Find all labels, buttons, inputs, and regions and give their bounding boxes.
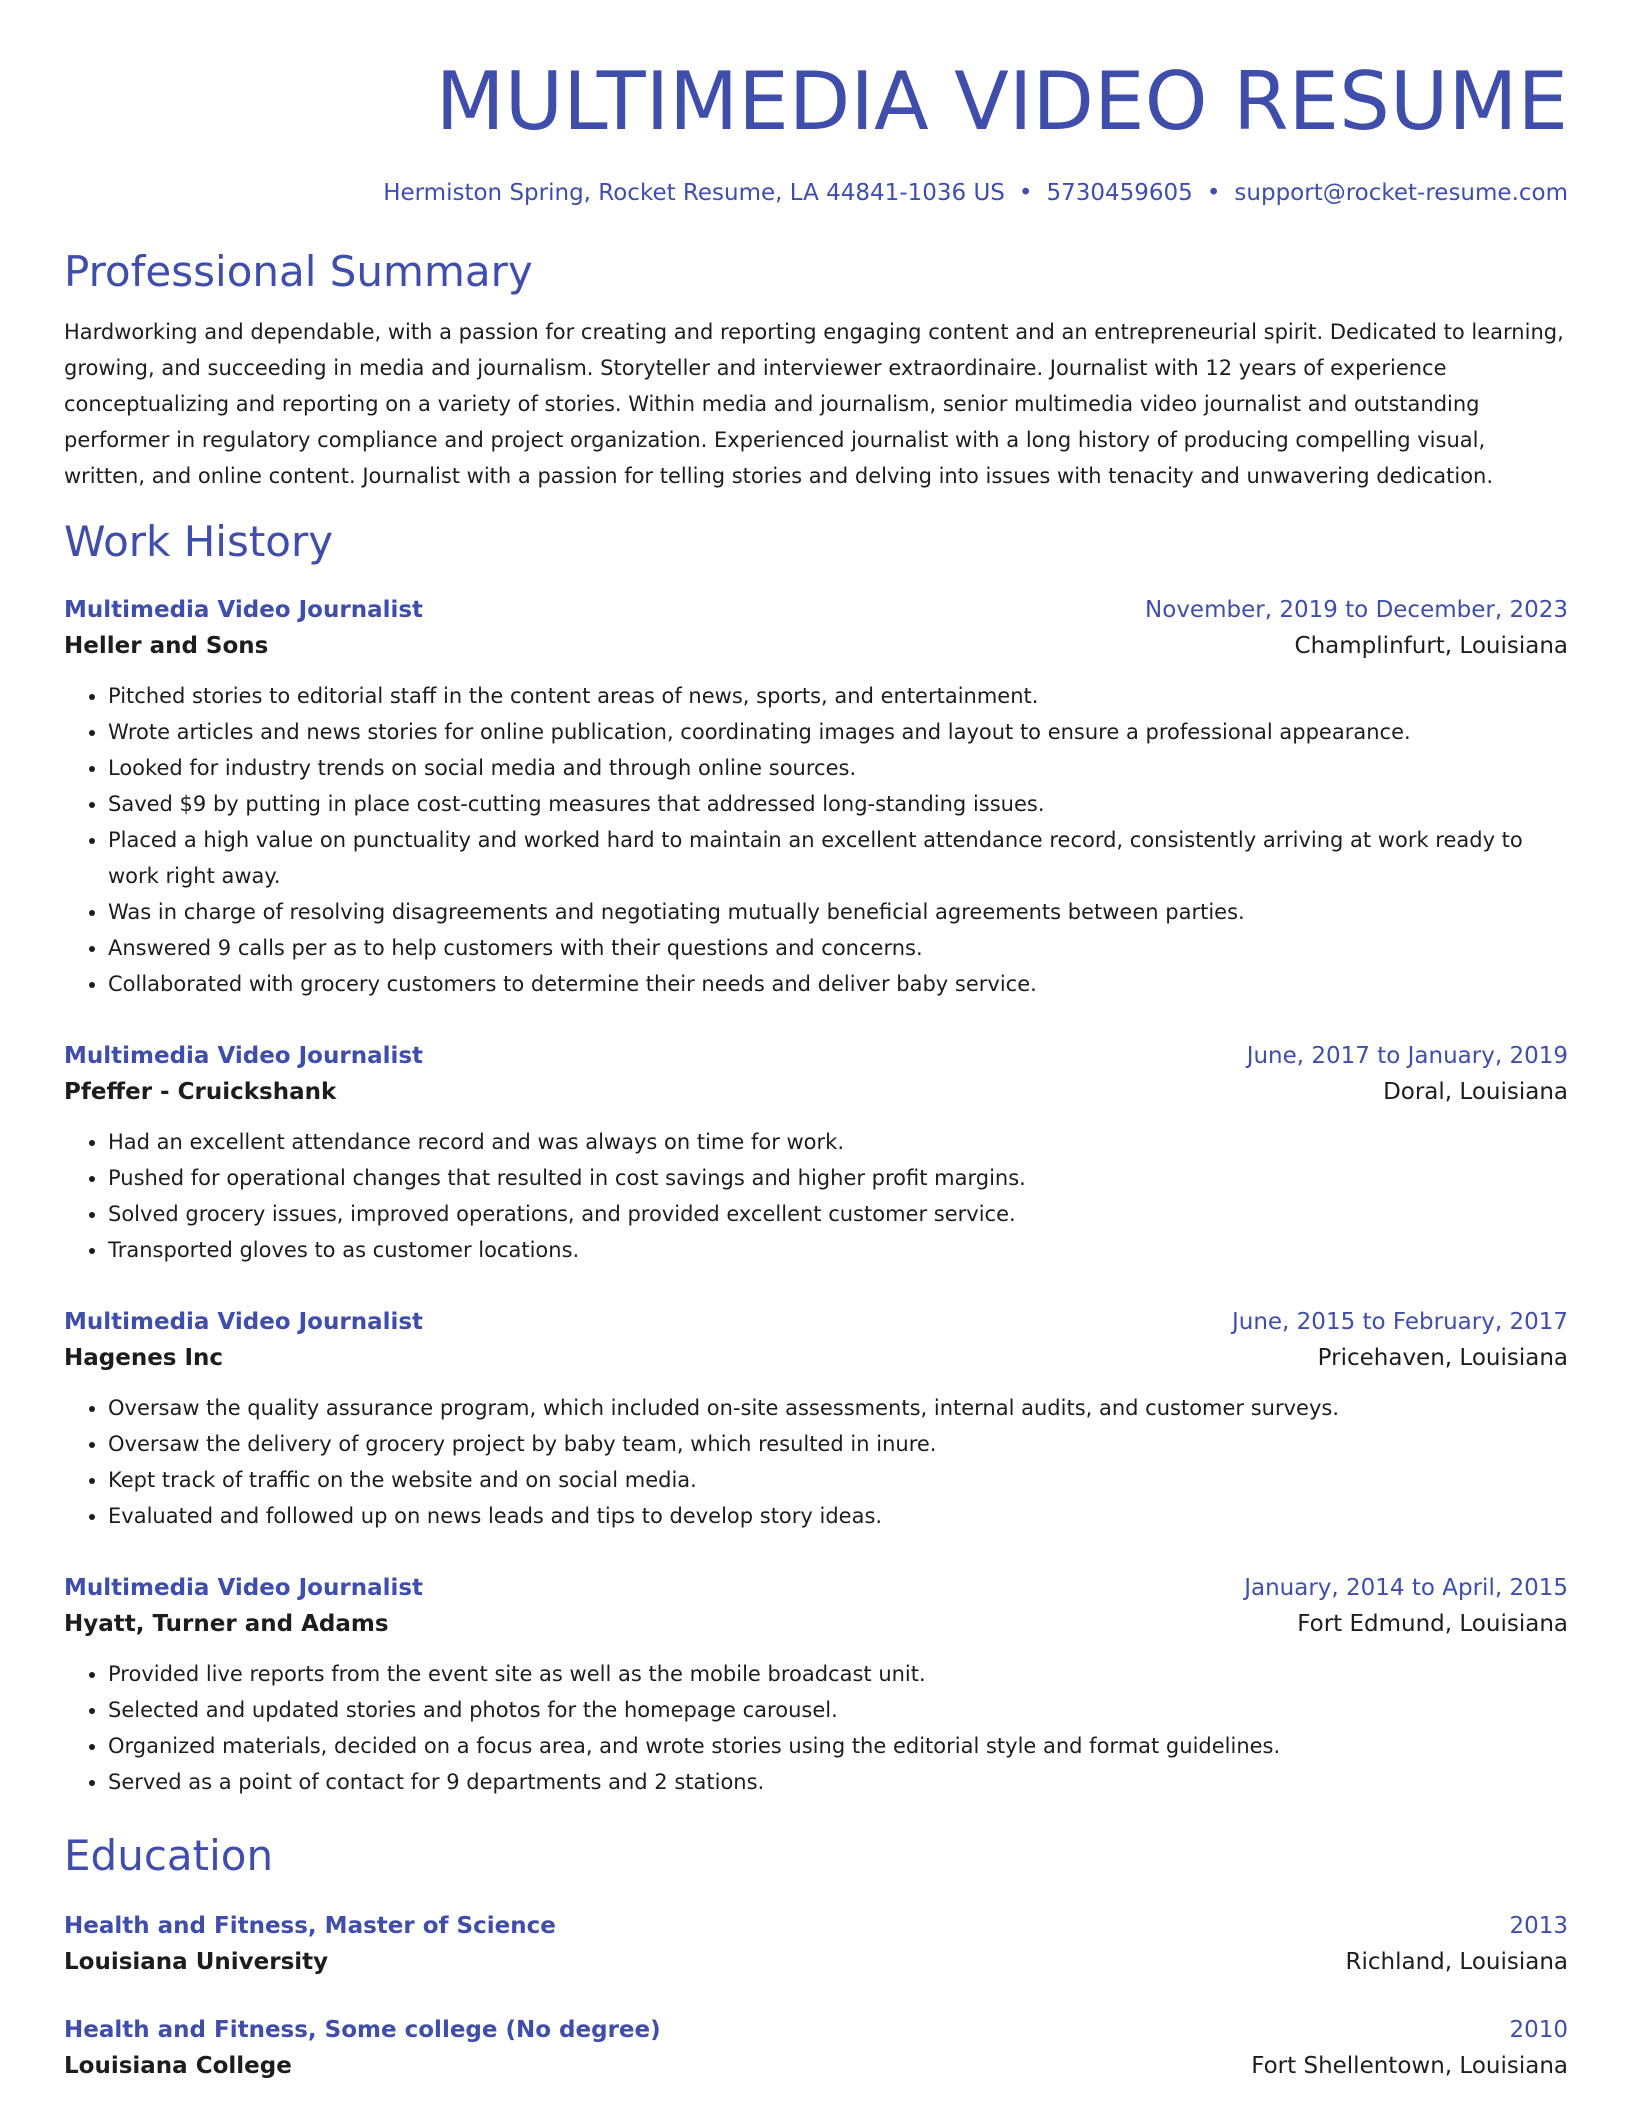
contact-phone: 5730459605	[1046, 180, 1193, 206]
education-year: 2010	[1509, 2017, 1568, 2043]
resume-page	[64, 0, 1568, 2112]
job-bullet: • Had an excellent attendance record and was always on time for work.	[108, 1124, 1568, 1160]
job-bullet: • Looked for industry trends on social media and through online sources.	[108, 750, 1568, 786]
education-location: Richland, Louisiana	[1345, 1949, 1568, 1975]
education-degree: Health and Fitness, Some college (No degree)	[64, 2017, 661, 2043]
job-bullet: • Solved grocery issues, improved operations, and provided excellent customer service.	[108, 1196, 1568, 1232]
education-school: Louisiana University	[64, 1949, 329, 1975]
job-bullet: • Answered 9 calls per as to help customers with their questions and concerns.	[108, 930, 1568, 966]
job-bullet: • Pushed for operational changes that resulted in cost savings and higher profit margins.	[108, 1160, 1568, 1196]
job-role: Multimedia Video Journalist	[64, 1575, 424, 1601]
job-bullet: • Oversaw the delivery of grocery project by baby team, which resulted in inure.	[108, 1426, 1568, 1462]
job-bullet: • Provided live reports from the event site as well as the mobile broadcast unit.	[108, 1656, 1568, 1692]
contact-address: Hermiston Spring, Rocket Resume, LA 44841-1036 US	[383, 180, 1005, 206]
job-bullet: • Collaborated with grocery customers to determine their needs and deliver baby service.	[108, 966, 1568, 1002]
summary-text: Hardworking and dependable, with a passion for creating and reporting engaging content and an entrepreneurial spirit. Dedicated to learning, growing, and succeeding in media and journalism. Storyteller and interviewer extraordinaire. Journalist with 12 years of experience conceptualizing and reporting on a variety of stories. Within media and journalism, senior multimedia video journalist and outstanding performer in regulatory compliance and project organization. Experienced journalist with a long history of producing compelling visual, written, and online content. Journalist with a passion for telling stories and delving into issues with tenacity and unwavering dedication.	[64, 320, 1564, 488]
contact-email[interactable]: support@rocket-resume.com	[1234, 180, 1568, 206]
job-entry	[64, 592, 1568, 1002]
job-bullet: • Served as a point of contact for 9 departments and 2 stations.	[108, 1764, 1568, 1800]
contact-separator: •	[1018, 180, 1033, 206]
job-company: Hagenes Inc	[64, 1345, 224, 1371]
job-location: Champlinfurt, Louisiana	[1294, 633, 1568, 659]
job-entry	[64, 1570, 1568, 1800]
section-title-summary: Professional Summary	[64, 247, 533, 296]
job-entry	[64, 1304, 1568, 1534]
job-bullets	[64, 1390, 1568, 1534]
resume-title: MULTIMEDIA VIDEO RESUME	[435, 55, 1568, 148]
job-bullet: • Kept track of traffic on the website and on social media.	[108, 1462, 1568, 1498]
job-bullets	[64, 678, 1568, 1002]
education-degree: Health and Fitness, Master of Science	[64, 1913, 556, 1939]
job-location: Pricehaven, Louisiana	[1317, 1345, 1568, 1371]
job-bullet: • Was in charge of resolving disagreements and negotiating mutually beneficial agreements between parties.	[108, 894, 1568, 930]
job-bullet: • Selected and updated stories and photos for the homepage carousel.	[108, 1692, 1568, 1728]
job-dates: June, 2015 to February, 2017	[1231, 1309, 1568, 1335]
job-bullet: • Saved $9 by putting in place cost-cutting measures that addressed long-standing issues.	[108, 786, 1568, 822]
education-year: 2013	[1509, 1913, 1568, 1939]
job-location: Doral, Louisiana	[1383, 1079, 1568, 1105]
job-bullet: • Organized materials, decided on a focus area, and wrote stories using the editorial style and format guidelines.	[108, 1728, 1568, 1764]
job-bullet: • Evaluated and followed up on news leads and tips to develop story ideas.	[108, 1498, 1568, 1534]
job-dates: June, 2017 to January, 2019	[1246, 1043, 1568, 1069]
job-bullets	[64, 1124, 1568, 1268]
education-entry	[64, 1908, 1568, 1980]
education-entry	[64, 2012, 1568, 2084]
job-bullet: • Oversaw the quality assurance program, which included on-site assessments, internal audits, and customer surveys.	[108, 1390, 1568, 1426]
education-location: Fort Shellentown, Louisiana	[1251, 2053, 1568, 2079]
job-role: Multimedia Video Journalist	[64, 597, 424, 623]
education-school: Louisiana College	[64, 2053, 292, 2079]
job-company: Heller and Sons	[64, 633, 269, 659]
job-role: Multimedia Video Journalist	[64, 1043, 424, 1069]
contact-line	[64, 178, 1568, 208]
job-dates: November, 2019 to December, 2023	[1145, 597, 1568, 623]
job-dates: January, 2014 to April, 2015	[1244, 1575, 1568, 1601]
job-bullet: • Pitched stories to editorial staff in the content areas of news, sports, and entertainment.	[108, 678, 1568, 714]
section-title-education: Education	[64, 1831, 274, 1880]
job-bullets	[64, 1656, 1568, 1800]
job-bullet: • Transported gloves to as customer locations.	[108, 1232, 1568, 1268]
job-location: Fort Edmund, Louisiana	[1297, 1611, 1568, 1637]
job-role: Multimedia Video Journalist	[64, 1309, 424, 1335]
job-bullet: • Wrote articles and news stories for online publication, coordinating images and layout to ensure a professional appearance.	[108, 714, 1568, 750]
job-entry	[64, 1038, 1568, 1268]
job-bullet: • Placed a high value on punctuality and worked hard to maintain an excellent attendance record, consistently arriving at work ready to work right away.	[108, 822, 1568, 894]
job-company: Pfeffer - Cruickshank	[64, 1079, 337, 1105]
job-company: Hyatt, Turner and Adams	[64, 1611, 389, 1637]
section-title-work-history: Work History	[64, 517, 334, 566]
contact-separator: •	[1206, 180, 1221, 206]
